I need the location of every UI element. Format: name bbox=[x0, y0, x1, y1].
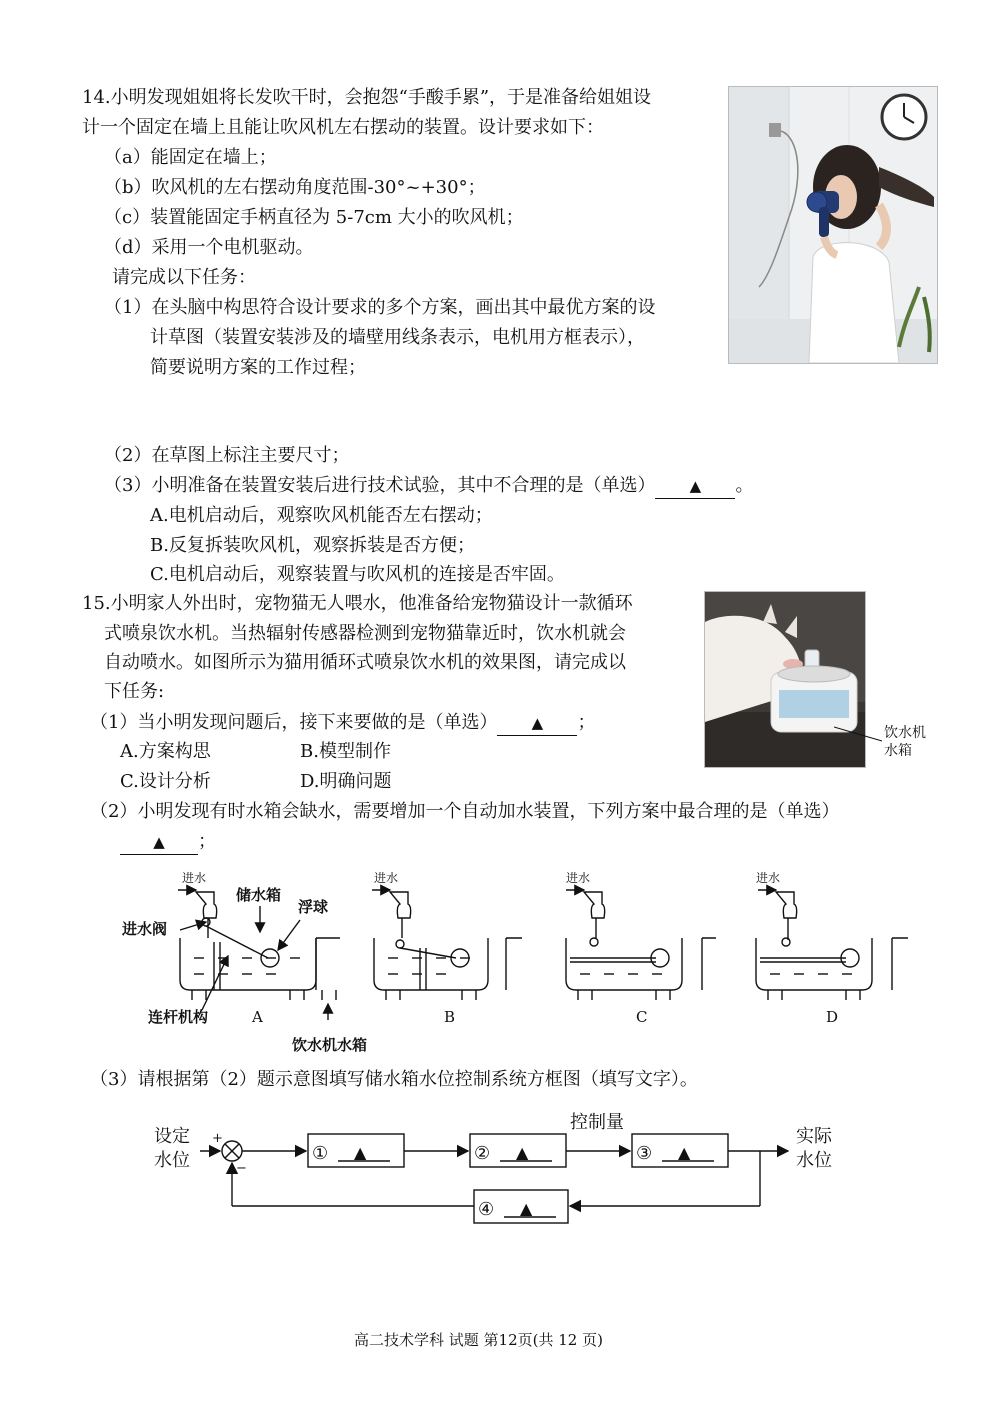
q14-task-intro: 请完成以下任务： bbox=[112, 267, 256, 288]
page-footer: 高二技术学科 试题 第12页(共 12 页) bbox=[354, 1331, 603, 1349]
diagram-b bbox=[372, 890, 522, 1000]
label-valve: 进水阀 bbox=[122, 920, 168, 938]
q15-task1 bbox=[90, 711, 595, 736]
label-inlet-d: 进水 bbox=[756, 871, 781, 885]
answer-triangle: ▲ bbox=[689, 477, 702, 495]
q14-line-2: 计一个固定在墙上且能让吹风机左右摆动的装置。设计要求如下： bbox=[82, 117, 604, 138]
q15-task2-answer-row bbox=[120, 830, 216, 855]
label-control-quantity: 控制量 bbox=[570, 1112, 624, 1133]
label-linkage: 连杆机构 bbox=[148, 1008, 209, 1026]
block-2-answer[interactable]: ▲ bbox=[516, 1143, 529, 1162]
label-minus: − bbox=[236, 1161, 247, 1176]
block-2-number: ② bbox=[474, 1143, 491, 1164]
label-d: D bbox=[826, 1008, 839, 1026]
block-3-number: ③ bbox=[636, 1143, 653, 1164]
label-float: 浮球 bbox=[298, 898, 329, 916]
label-actual-2: 水位 bbox=[796, 1150, 832, 1171]
q14-req-a: （a）能固定在墙上； bbox=[104, 147, 277, 168]
q15-task1-option-c: C.设计分析 bbox=[120, 771, 211, 792]
q15-task1-option-d: D.明确问题 bbox=[300, 771, 392, 792]
q15-task1-answer-blank[interactable] bbox=[497, 711, 577, 736]
label-setpoint-1: 设定 bbox=[154, 1126, 190, 1147]
diagram-c bbox=[566, 890, 716, 1000]
block-1-answer[interactable]: ▲ bbox=[354, 1143, 367, 1162]
float-valve-diagrams bbox=[110, 862, 920, 1058]
label-actual-1: 实际 bbox=[796, 1126, 832, 1147]
label-c: C bbox=[636, 1008, 648, 1026]
label-a: A bbox=[252, 1008, 263, 1026]
label-tank: 储水箱 bbox=[236, 886, 282, 904]
answer-triangle: ▲ bbox=[531, 714, 544, 732]
label-setpoint-2: 水位 bbox=[154, 1150, 190, 1171]
answer-triangle: ▲ bbox=[153, 833, 165, 851]
q15-task2-answer-blank[interactable] bbox=[120, 830, 198, 855]
q14-req-d: （d）采用一个电机驱动。 bbox=[104, 237, 314, 258]
hair-dryer-illustration bbox=[729, 87, 937, 363]
photo-label-tank: 水箱 bbox=[884, 743, 912, 759]
q15-task1-text: （1）当小明发现问题后，接下来要做的是（单选） bbox=[90, 712, 498, 733]
label-plus: + bbox=[212, 1131, 223, 1146]
q15-line-1: 15.小明家人外出时，宠物猫无人喂水，他准备给宠物猫设计一款循环 bbox=[82, 593, 633, 614]
label-inlet-a: 进水 bbox=[182, 871, 207, 885]
block-1-number: ① bbox=[312, 1143, 329, 1164]
q14-task2: （2）在草图上标注主要尺寸； bbox=[104, 445, 350, 466]
q14-task1-line-3: 简要说明方案的工作过程； bbox=[150, 357, 366, 378]
q15-line-3: 自动喷水。如图所示为猫用循环式喷泉饮水机的效果图，请完成以 bbox=[104, 652, 626, 673]
block-3-answer[interactable]: ▲ bbox=[678, 1143, 691, 1162]
label-inlet-c: 进水 bbox=[566, 871, 591, 885]
q15-task1-option-b: B.模型制作 bbox=[300, 741, 391, 762]
control-block-diagram bbox=[140, 1104, 860, 1228]
q15-line-2: 式喷泉饮水机。当热辐射传感器检测到宠物猫靠近时，饮水机就会 bbox=[104, 623, 626, 644]
block-4-answer[interactable]: ▲ bbox=[520, 1199, 533, 1218]
q15-task1-option-a: A.方案构思 bbox=[120, 741, 211, 762]
diagram-d bbox=[756, 890, 908, 1000]
block-4-number: ④ bbox=[478, 1199, 495, 1220]
q14-task1-line-2: 计草图（装置安装涉及的墙壁用线条表示，电机用方框表示）， bbox=[150, 327, 645, 348]
photo-label-dispenser: 饮水机 bbox=[884, 725, 926, 741]
q14-task3-answer-blank[interactable] bbox=[655, 474, 735, 499]
q15-task1-end: ； bbox=[577, 712, 596, 733]
q14-option-c: C.电机启动后，观察装置与吹风机的连接是否牢固。 bbox=[150, 564, 565, 585]
q14-option-a: A.电机启动后，观察吹风机能否左右摆动； bbox=[150, 505, 493, 526]
q14-line-1: 14.小明发现姐姐将长发吹干时，会抱怨“手酸手累”，于是准备给姐姐设 bbox=[82, 87, 652, 108]
q15-task3: （3）请根据第（2）题示意图填写储水箱水位控制系统方框图（填写文字）。 bbox=[90, 1069, 698, 1090]
q14-req-c: （c）装置能固定手柄直径为 5-7cm 大小的吹风机； bbox=[104, 207, 524, 228]
q15-task2: （2）小明发现有时水箱会缺水，需要增加一个自动加水装置，下列方案中最合理的是（单选） bbox=[90, 801, 840, 822]
q15-line-4: 下任务: bbox=[104, 681, 165, 702]
label-dispenser-tank: 饮水机水箱 bbox=[292, 1036, 368, 1054]
q14-req-b: （b）吹风机的左右摆动角度范围-30°~+30°； bbox=[104, 177, 486, 198]
q14-task1-line-1: （1）在头脑中构思符合设计要求的多个方案，画出其中最优方案的设 bbox=[104, 297, 656, 318]
q14-task3-end: 。 bbox=[735, 475, 754, 496]
q14-option-b: B.反复拆装吹风机，观察拆装是否方便； bbox=[150, 535, 475, 556]
label-b: B bbox=[444, 1008, 456, 1026]
q14-task3 bbox=[104, 474, 753, 499]
hair-dryer-photo bbox=[728, 86, 938, 364]
photo-leader-line bbox=[834, 725, 886, 745]
label-inlet-b: 进水 bbox=[374, 871, 399, 885]
q14-task3-text: （3）小明准备在装置安装后进行技术试验，其中不合理的是（单选） bbox=[104, 475, 656, 496]
q15-task2-end: ； bbox=[198, 831, 216, 852]
